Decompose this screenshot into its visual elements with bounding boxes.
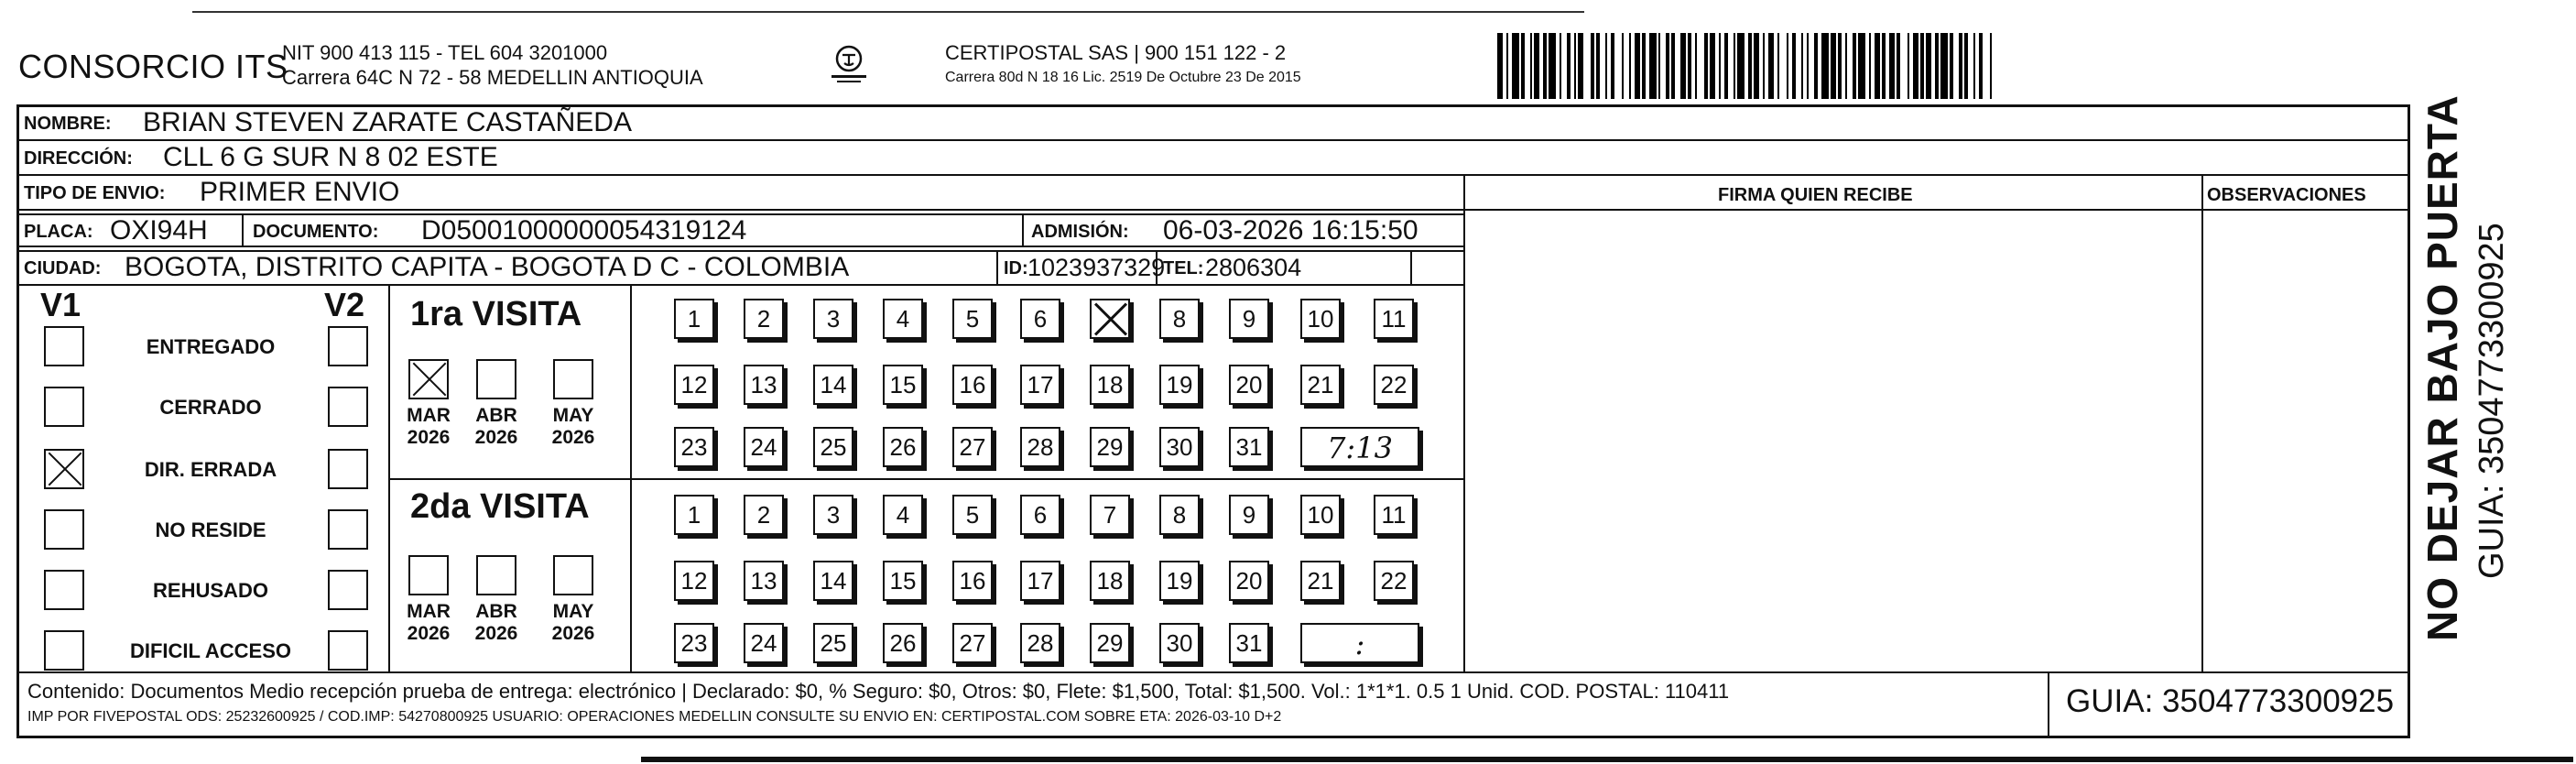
month-label [548, 405, 599, 449]
month-name: ABR [475, 601, 517, 622]
nombre-label: NOMBRE: [24, 114, 112, 134]
month-year: 2026 [474, 623, 518, 644]
day-box[interactable] [1090, 299, 1130, 339]
day-box[interactable]: 18 [1090, 365, 1130, 405]
day-box[interactable]: 12 [674, 365, 714, 405]
v2-checkbox[interactable] [328, 387, 368, 427]
day-box[interactable]: 28 [1020, 427, 1060, 467]
bottom-rule [641, 757, 2573, 762]
status-label: ENTREGADO [146, 335, 276, 358]
day-box[interactable]: 22 [1374, 365, 1414, 405]
company-address: Carrera 64C N 72 - 58 MEDELLIN ANTIOQUIA [282, 66, 703, 89]
ciudad-value: BOGOTA, DISTRITO CAPITA - BOGOTA D C - COLOMBIA [125, 252, 850, 282]
day-box[interactable]: 24 [744, 623, 784, 663]
day-box[interactable]: 11 [1374, 299, 1414, 339]
day-box[interactable]: 17 [1020, 561, 1060, 601]
status-label: DIR. ERRADA [144, 458, 277, 481]
month-year: 2026 [551, 623, 595, 644]
day-box[interactable]: 22 [1374, 561, 1414, 601]
day-box[interactable]: 14 [813, 365, 853, 405]
day-box[interactable]: 21 [1300, 561, 1341, 601]
carrier-name: CERTIPOSTAL SAS | 900 151 122 - 2 [945, 41, 1287, 64]
day-box[interactable]: 16 [952, 561, 993, 601]
day-box[interactable]: 10 [1300, 299, 1341, 339]
day-box[interactable]: 8 [1159, 299, 1200, 339]
placa-value: OXI94H [110, 215, 208, 246]
day-box[interactable]: 2 [744, 495, 784, 535]
tipo-envio-label: TIPO DE ENVIO: [24, 183, 166, 203]
v1-header: V1 [40, 286, 82, 323]
day-box[interactable]: 24 [744, 427, 784, 467]
day-box[interactable]: 15 [883, 561, 923, 601]
company-info [282, 40, 703, 90]
month-label [403, 405, 454, 449]
admision-label: ADMISIÓN: [1031, 222, 1129, 242]
tel-value: 2806304 [1205, 254, 1302, 281]
day-box[interactable]: 27 [952, 623, 993, 663]
day-box[interactable]: 2 [744, 299, 784, 339]
v1-checkbox[interactable] [44, 630, 84, 671]
second-visit-title: 2da VISITA [410, 487, 590, 526]
day-box[interactable]: 6 [1020, 495, 1060, 535]
v1-checkbox[interactable] [44, 326, 84, 366]
month-year: 2026 [474, 427, 518, 448]
month-checkbox[interactable] [553, 555, 593, 595]
tel-label: TEL: [1163, 258, 1204, 278]
day-box[interactable]: 18 [1090, 561, 1130, 601]
day-box[interactable]: 3 [813, 299, 853, 339]
day-box[interactable]: 4 [883, 299, 923, 339]
month-label [548, 601, 599, 645]
day-box[interactable]: 12 [674, 561, 714, 601]
month-name: ABR [475, 405, 517, 426]
month-checkbox[interactable] [476, 359, 516, 399]
v1-checkbox[interactable] [44, 387, 84, 427]
day-box[interactable]: 31 [1229, 623, 1269, 663]
day-box[interactable]: 29 [1090, 623, 1130, 663]
month-name: MAR [407, 601, 451, 622]
month-checkbox[interactable] [553, 359, 593, 399]
day-box[interactable]: 5 [952, 495, 993, 535]
day-box[interactable]: 11 [1374, 495, 1414, 535]
day-box[interactable]: 1 [674, 299, 714, 339]
visit-time-box[interactable]: : [1300, 623, 1419, 663]
side-guia: GUIA: 3504773300925 [2473, 223, 2511, 579]
day-box[interactable]: 13 [744, 365, 784, 405]
barcode [1497, 33, 2230, 99]
admision-value: 06-03-2026 16:15:50 [1163, 215, 1418, 246]
month-name: MAY [552, 601, 594, 622]
day-box[interactable]: 31 [1229, 427, 1269, 467]
v1-checkbox[interactable] [44, 509, 84, 550]
direccion-label: DIRECCIÓN: [24, 148, 133, 169]
footer-guia: GUIA: 3504773300925 [2066, 683, 2395, 719]
day-box[interactable]: 14 [813, 561, 853, 601]
month-checkbox[interactable] [408, 359, 449, 399]
id-label: ID: [1004, 258, 1028, 278]
day-box[interactable]: 1 [674, 495, 714, 535]
day-box[interactable]: 25 [813, 427, 853, 467]
month-year: 2026 [407, 623, 451, 644]
v1-checkbox[interactable] [44, 449, 84, 489]
day-box[interactable]: 27 [952, 427, 993, 467]
status-label: NO RESIDE [155, 518, 266, 541]
day-box[interactable]: 10 [1300, 495, 1341, 535]
v2-checkbox[interactable] [328, 509, 368, 550]
documento-label: DOCUMENTO: [253, 222, 379, 242]
day-box[interactable]: 16 [952, 365, 993, 405]
day-box[interactable]: 21 [1300, 365, 1341, 405]
observaciones-header: OBSERVACIONES [2207, 185, 2366, 205]
status-label: REHUSADO [153, 579, 268, 602]
v2-checkbox[interactable] [328, 449, 368, 489]
id-value: 1023937329 [1027, 254, 1166, 281]
day-box[interactable]: 20 [1229, 561, 1269, 601]
day-box[interactable]: 19 [1159, 561, 1200, 601]
footer-content-line: Contenido: Documentos Medio recepción prueba de entrega: electrónico | Declarado: $0, % Seguro: $0, Otros: $0, Flete: $1,500, Total: $1,500. Vol.: 1*1*1. 0.5 1 Unid. COD. POSTAL: 110411 [27, 680, 1730, 703]
side-warning: NO DEJAR BAJO PUERTA [2418, 94, 2466, 641]
direccion-value: CLL 6 G SUR N 8 02 ESTE [163, 142, 498, 172]
month-checkbox[interactable] [408, 555, 449, 595]
day-box[interactable]: 13 [744, 561, 784, 601]
month-name: MAR [407, 405, 451, 426]
day-box[interactable]: 23 [674, 623, 714, 663]
day-box[interactable]: 30 [1159, 623, 1200, 663]
day-box[interactable]: 3 [813, 495, 853, 535]
day-box[interactable]: 26 [883, 427, 923, 467]
month-name: MAY [552, 405, 594, 426]
day-box[interactable]: 19 [1159, 365, 1200, 405]
ciudad-label: CIUDAD: [24, 258, 102, 278]
certipostal-logo-icon [824, 38, 874, 88]
day-box[interactable]: 30 [1159, 427, 1200, 467]
day-box[interactable]: 8 [1159, 495, 1200, 535]
day-box[interactable]: 29 [1090, 427, 1130, 467]
firma-header: FIRMA QUIEN RECIBE [1718, 185, 1913, 205]
company-nit: NIT 900 413 115 - TEL 604 3201000 [282, 41, 608, 64]
v2-checkbox[interactable] [328, 630, 368, 671]
status-label: DIFICIL ACCESO [129, 639, 291, 662]
v2-header: V2 [324, 286, 365, 323]
nombre-value: BRIAN STEVEN ZARATE CASTAÑEDA [143, 107, 632, 137]
month-label [471, 601, 522, 645]
month-label [403, 601, 454, 645]
day-box[interactable]: 25 [813, 623, 853, 663]
day-box[interactable]: 20 [1229, 365, 1269, 405]
day-box[interactable]: 17 [1020, 365, 1060, 405]
carrier-license: Carrera 80d N 18 16 Lic. 2519 De Octubre 23 De 2015 [945, 70, 1301, 85]
placa-label: PLACA: [24, 222, 93, 242]
v2-checkbox[interactable] [328, 326, 368, 366]
day-box[interactable]: 5 [952, 299, 993, 339]
day-box[interactable]: 23 [674, 427, 714, 467]
tipo-envio-value: PRIMER ENVIO [200, 177, 400, 207]
day-box[interactable]: 4 [883, 495, 923, 535]
month-year: 2026 [407, 427, 451, 448]
day-box[interactable]: 28 [1020, 623, 1060, 663]
day-box[interactable]: 7 [1090, 495, 1130, 535]
v1-checkbox[interactable] [44, 570, 84, 610]
month-year: 2026 [551, 427, 595, 448]
month-checkbox[interactable] [476, 555, 516, 595]
footer-print-line: IMP POR FIVEPOSTAL ODS: 25232600925 / COD.IMP: 54270800925 USUARIO: OPERACIONES MEDELLIN CONSULTE SU ENVIO EN: CERTIPOSTAL.COM SOBRE ETA: 2026-03-10 D+2 [27, 709, 1282, 725]
status-label: CERRADO [159, 396, 262, 419]
day-box[interactable]: 6 [1020, 299, 1060, 339]
company-name: CONSORCIO ITS [18, 48, 288, 85]
carrier-info [945, 40, 1301, 90]
first-visit-title: 1ra VISITA [410, 295, 582, 333]
month-label [471, 405, 522, 449]
v2-checkbox[interactable] [328, 570, 368, 610]
day-box[interactable]: 15 [883, 365, 923, 405]
day-box[interactable]: 9 [1229, 299, 1269, 339]
day-box[interactable]: 26 [883, 623, 923, 663]
visit-time-box[interactable]: 7:13 [1300, 427, 1419, 467]
documento-value: D05001000000054319124 [421, 215, 747, 246]
day-box[interactable]: 9 [1229, 495, 1269, 535]
top-rule [192, 11, 1584, 13]
